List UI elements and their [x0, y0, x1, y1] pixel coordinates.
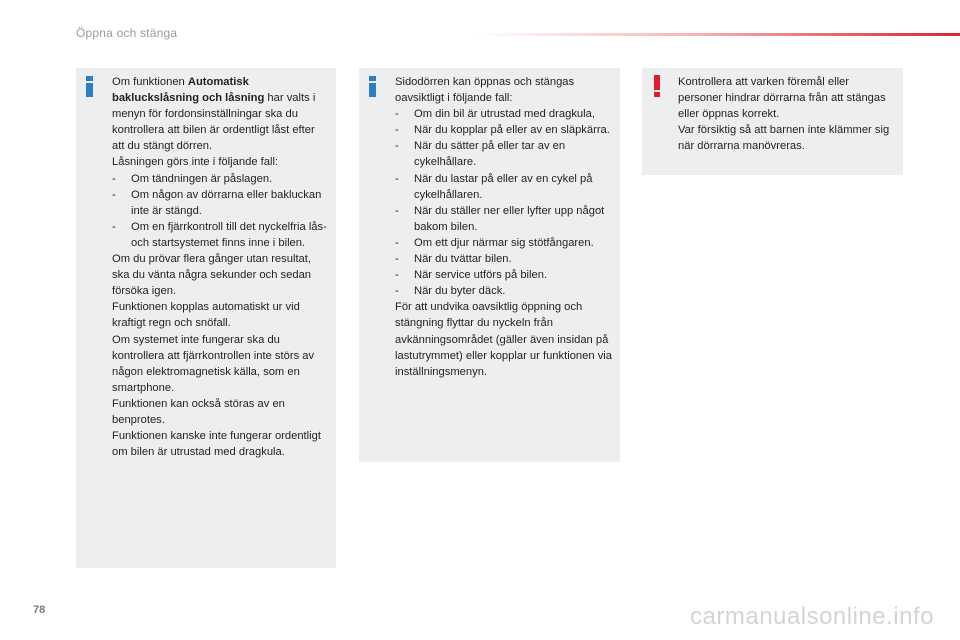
paragraph: Om systemet inte fungerar ska du kontrollera att fjärrkontrollen inte störs av någon elektromagnetisk källa, som en smartphone. — [112, 333, 315, 394]
list-item: - När du lastar på eller av en cykel på cykelhållaren. — [395, 171, 612, 203]
list-item: - Om din bil är utrustad med dragkula, — [395, 106, 612, 122]
header-accent-line — [474, 33, 960, 36]
list-item: - När du ställer ner eller lyfter upp något bakom bilen. — [395, 203, 612, 235]
intro-paragraph — [112, 74, 328, 154]
info-icon — [368, 76, 377, 97]
list-item: - När du sätter på eller tar av en cykelhållare. — [395, 138, 612, 170]
info-icon — [85, 76, 94, 97]
info-box-content — [395, 74, 612, 380]
paragraph: Kontrollera att varken föremål eller personer hindrar dörrarna från att stängas eller öppnas korrekt. — [678, 76, 886, 121]
paragraph: Var försiktig så att barnen inte klämmer sig när dörrarna manövreras. — [678, 124, 890, 153]
list-item: - Om ett djur närmar sig stötfångaren. — [395, 235, 612, 251]
paragraph: Låsningen görs inte i följande fall: — [112, 156, 279, 169]
condition-list — [112, 171, 328, 251]
list-item: - När du tvättar bilen. — [395, 251, 612, 267]
feature-name: Automatisk bakluckslåsning och låsning — [112, 76, 265, 105]
paragraph: Funktionen kanske inte fungerar ordentligt om bilen är utrustad med dragkula. — [112, 430, 321, 459]
warning-box-content — [678, 74, 895, 154]
list-item: - När du byter däck. — [395, 283, 612, 299]
intro-text-end: har valts i menyn för fordonsinställningar ska du kontrollera att bilen är ordentligt låst efter att du stängt dörren. — [112, 92, 316, 153]
list-item: - Om någon av dörrarna eller bakluckan inte är stängd. — [112, 187, 328, 219]
page-number: 78 — [33, 604, 46, 616]
info-box-content — [112, 74, 328, 460]
list-item: - Om tändningen är påslagen. — [112, 171, 328, 187]
watermark: carmanualsonline.info — [690, 603, 934, 630]
list-item: - Om en fjärrkontroll till det nyckelfria lås- och startsystemet finns inne i bilen. — [112, 219, 328, 251]
page-header-title: Öppna och stänga — [76, 26, 178, 40]
list-item: - När du kopplar på eller av en släpkärra. — [395, 122, 612, 138]
info-box-automatic-locking — [76, 68, 336, 568]
info-box-side-door — [359, 68, 620, 462]
warning-icon — [654, 75, 660, 97]
paragraph: Funktionen kan också störas av en benprotes. — [112, 397, 285, 426]
warning-box — [642, 68, 903, 175]
list-item: - När service utförs på bilen. — [395, 267, 612, 283]
paragraph: Funktionen kopplas automatiskt ur vid kraftigt regn och snöfall. — [112, 301, 300, 330]
condition-list — [395, 106, 612, 299]
paragraph: Om du prövar flera gånger utan resultat, ska du vänta några sekunder och sedan försöka igen. — [112, 253, 312, 298]
paragraph: För att undvika oavsiktlig öppning och stängning flyttar du nyckeln från avkänningsområdet (gäller även insidan på lastutrymmet) eller kopplar ur funktionen via inställningsmenyn. — [395, 301, 613, 378]
paragraph: Sidodörren kan öppnas och stängas oavsiktligt i följande fall: — [395, 76, 575, 105]
intro-text: Om funktionen — [112, 76, 188, 88]
